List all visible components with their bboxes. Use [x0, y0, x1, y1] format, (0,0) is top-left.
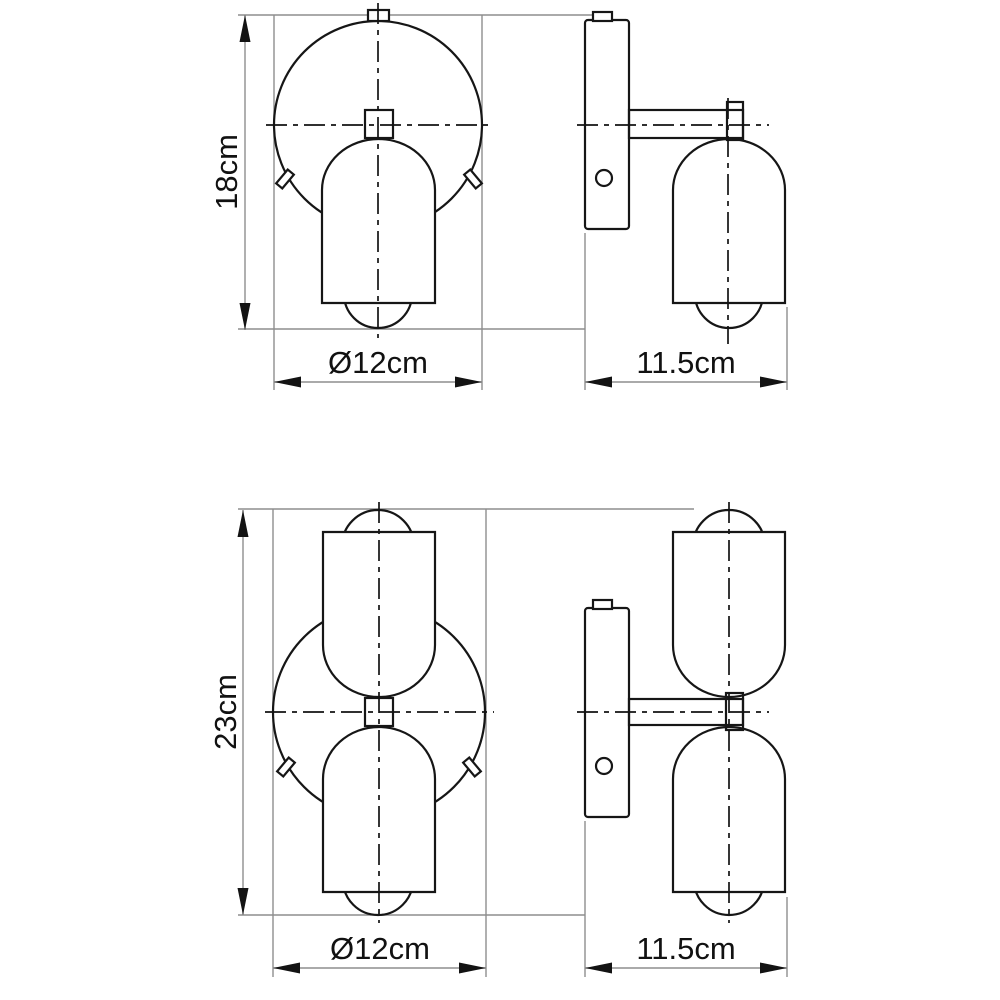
arrow-up [240, 15, 251, 42]
dim-label-single-diameter: Ø12cm [328, 345, 428, 380]
dimension-labels [208, 134, 736, 966]
arrow-right [459, 963, 486, 974]
arrow-down [240, 303, 251, 330]
mount-tab-left [276, 170, 294, 189]
dim-label-double-diameter: Ø12cm [330, 931, 430, 966]
arrow-left [585, 963, 612, 974]
arrow-left [273, 963, 300, 974]
dim-label-double-height: 23cm [208, 674, 243, 750]
screw-hole [596, 170, 612, 186]
arrow-right [760, 963, 787, 974]
dim-label-single-depth: 11.5cm [636, 345, 736, 380]
arrow-up [238, 510, 249, 537]
arrow-right [760, 377, 787, 388]
dim-label-single-height: 18cm [209, 134, 244, 210]
arrow-right [455, 377, 482, 388]
figure-single-side [585, 12, 785, 328]
arm-collar [727, 102, 743, 140]
dim-label-double-depth: 11.5cm [636, 931, 736, 966]
center-hub [365, 110, 393, 138]
bracket-tab [593, 12, 612, 21]
lamp-shade [673, 139, 785, 303]
arrow-left [274, 377, 301, 388]
bracket-tab [593, 600, 612, 609]
arrow-down [238, 888, 249, 915]
screw-hole [596, 758, 612, 774]
arrow-left [585, 377, 612, 388]
mount-tab-right [464, 170, 482, 189]
